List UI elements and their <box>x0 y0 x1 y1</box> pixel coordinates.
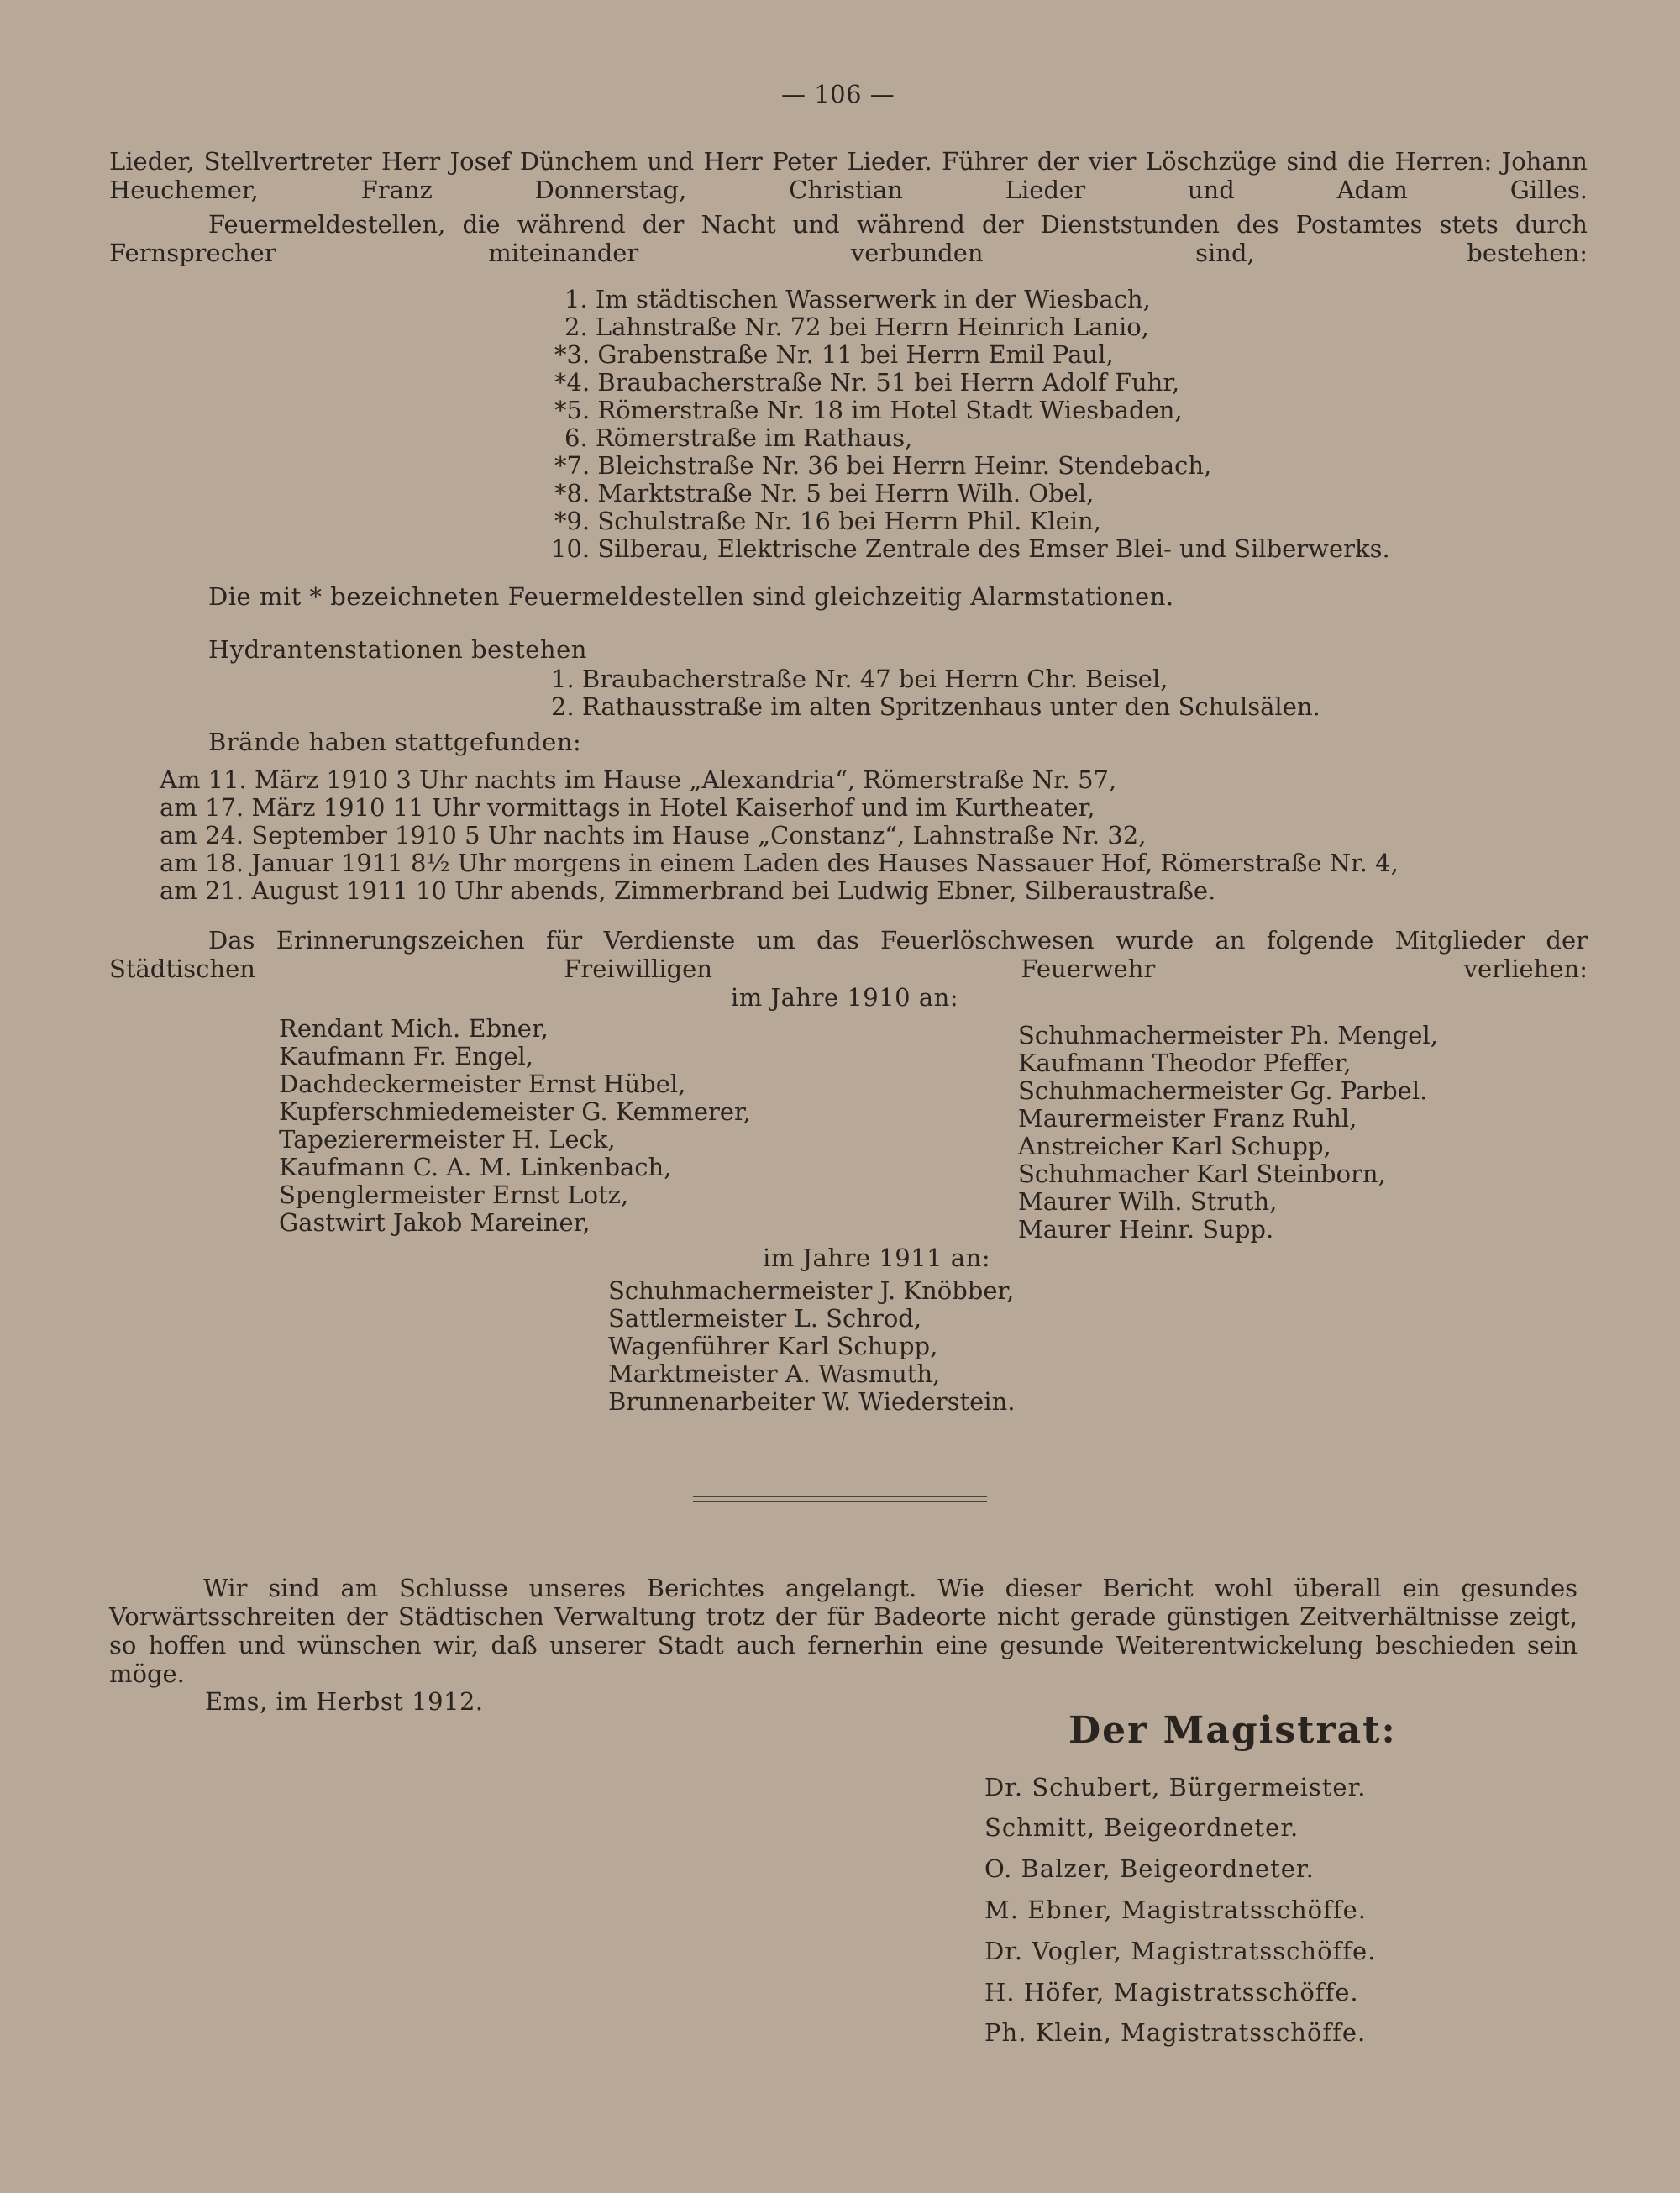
list-item: 2. Rathausstraße im alten Spritzenhaus unter den Schulsälen. <box>551 692 1320 721</box>
section-divider <box>693 1501 987 1502</box>
signatory: Dr. Vogler, Magistratsschöffe. <box>984 1937 1377 1965</box>
list-item: Maurer Heinr. Supp. <box>1018 1215 1274 1244</box>
list-item: 6. Römerstraße im Rathaus, <box>564 423 913 452</box>
list-item: *5. Römerstraße Nr. 18 im Hotel Stadt Wiesbaden, <box>554 396 1183 424</box>
list-item: Schuhmachermeister Ph. Mengel, <box>1018 1021 1438 1049</box>
list-item: Rendant Mich. Ebner, <box>279 1014 549 1043</box>
alarm-note: Die mit * bezeichneten Feuermeldestellen sind gleichzeitig Alarmstationen. <box>208 582 1174 611</box>
signatory: Dr. Schubert, Bürgermeister. <box>984 1773 1367 1801</box>
erinnerung-paragraph: Das Erinnerungszeichen für Verdienste um das Feuerlöschwesen wurde an folgende Mitglieder der Städtischen Freiwilligen Feuerwehr verliehen: <box>109 926 1588 983</box>
list-item: Kaufmann Fr. Engel, <box>279 1042 534 1070</box>
list-item: Am 11. März 1910 3 Uhr nachts im Hause „Alexandria“, Römerstraße Nr. 57, <box>160 765 1117 794</box>
closing-paragraph: Wir sind am Schlusse unseres Berichtes angelangt. Wie dieser Bericht wohl überall ein gesundes Vorwärtsschreiten der Städtischen Verwaltung trotz der für Badeorte nicht gerade günstigen Zeitverhältnisse zeigt, so hoffen und wünschen wir, daß unserer Stadt auch fernerhin eine gesunde Weiterentwickelung beschieden sein möge. <box>109 1574 1578 1688</box>
list-item: am 18. Januar 1911 8½ Uhr morgens in einem Laden des Hauses Nassauer Hof, Römerstraße Nr. 4, <box>160 849 1399 877</box>
feuermelde-intro: Feuermeldestellen, die während der Nacht und während der Dienststunden des Postamtes stets durch Fernsprecher miteinander verbunden sind, bestehen: <box>109 210 1588 267</box>
place-date: Ems, im Herbst 1912. <box>205 1687 484 1716</box>
list-item: Gastwirt Jakob Mareiner, <box>279 1208 591 1237</box>
list-item: Sattlermeister L. Schrod, <box>608 1304 922 1333</box>
list-item: am 24. September 1910 5 Uhr nachts im Hause „Constanz“, Lahnstraße Nr. 32, <box>160 821 1147 849</box>
list-item: Dachdeckermeister Ernst Hübel, <box>279 1070 686 1098</box>
list-item: Kaufmann C. A. M. Linkenbach, <box>279 1153 672 1181</box>
year-1910-heading: im Jahre 1910 an: <box>731 983 959 1012</box>
list-item: Anstreicher Karl Schupp, <box>1018 1132 1331 1160</box>
list-item: Schuhmacher Karl Steinborn, <box>1018 1160 1386 1188</box>
year-1911-heading: im Jahre 1911 an: <box>763 1244 991 1272</box>
hydranten-intro: Hydrantenstationen bestehen <box>208 635 587 664</box>
list-item: 2. Lahnstraße Nr. 72 bei Herrn Heinrich Lanio, <box>564 313 1149 341</box>
signatory: O. Balzer, Beigeordneter. <box>984 1854 1315 1883</box>
list-item: Schuhmachermeister Gg. Parbel. <box>1018 1076 1428 1105</box>
signatory: Schmitt, Beigeordneter. <box>984 1813 1299 1842</box>
list-item: 10. Silberau, Elektrische Zentrale des Emser Blei- und Silberwerks. <box>551 534 1390 563</box>
signatory: H. Höfer, Magistratsschöffe. <box>984 1978 1359 2006</box>
magistrat-title: Der Magistrat: <box>1068 1709 1397 1752</box>
list-item: Wagenführer Karl Schupp, <box>608 1332 938 1360</box>
list-item: Marktmeister A. Wasmuth, <box>608 1359 941 1388</box>
list-item: Tapezierermeister H. Leck, <box>279 1125 616 1154</box>
section-divider <box>693 1496 987 1497</box>
braende-intro: Brände haben stattgefunden: <box>208 728 582 756</box>
list-item: Kupferschmiedemeister G. Kemmerer, <box>279 1097 751 1126</box>
intro-paragraph: Lieder, Stellvertreter Herr Josef Dünchem und Herr Peter Lieder. Führer der vier Löschzüge sind die Herren: Johann Heuchemer, Franz Donnerstag, Christian Lieder und Adam Gilles. <box>109 147 1588 204</box>
list-item: *8. Marktstraße Nr. 5 bei Herrn Wilh. Obel, <box>554 479 1095 507</box>
list-item: *9. Schulstraße Nr. 16 bei Herrn Phil. Klein, <box>554 507 1101 535</box>
list-item: am 21. August 1911 10 Uhr abends, Zimmerbrand bei Ludwig Ebner, Silberaustraße. <box>160 876 1216 905</box>
list-item: *7. Bleichstraße Nr. 36 bei Herrn Heinr. Stendebach, <box>554 451 1212 480</box>
list-item: Maurermeister Franz Ruhl, <box>1018 1104 1357 1133</box>
list-item: *3. Grabenstraße Nr. 11 bei Herrn Emil Paul, <box>554 340 1114 369</box>
signatory: Ph. Klein, Magistratsschöffe. <box>984 2018 1367 2047</box>
list-item: 1. Braubacherstraße Nr. 47 bei Herrn Chr. Beisel, <box>551 665 1168 693</box>
list-item: am 17. März 1910 11 Uhr vormittags in Hotel Kaiserhof und im Kurtheater, <box>160 793 1095 822</box>
list-item: Schuhmachermeister J. Knöbber, <box>608 1276 1015 1305</box>
list-item: *4. Braubacherstraße Nr. 51 bei Herrn Adolf Fuhr, <box>554 368 1180 397</box>
list-item: Maurer Wilh. Struth, <box>1018 1187 1278 1216</box>
list-item: Spenglermeister Ernst Lotz, <box>279 1181 629 1209</box>
list-item: Kaufmann Theodor Pfeffer, <box>1018 1049 1352 1077</box>
signatory: M. Ebner, Magistratsschöffe. <box>984 1896 1367 1924</box>
list-item: 1. Im städtischen Wasserwerk in der Wiesbach, <box>564 285 1151 313</box>
page-number: — 106 — <box>781 80 895 108</box>
list-item: Brunnenarbeiter W. Wiederstein. <box>608 1387 1016 1416</box>
